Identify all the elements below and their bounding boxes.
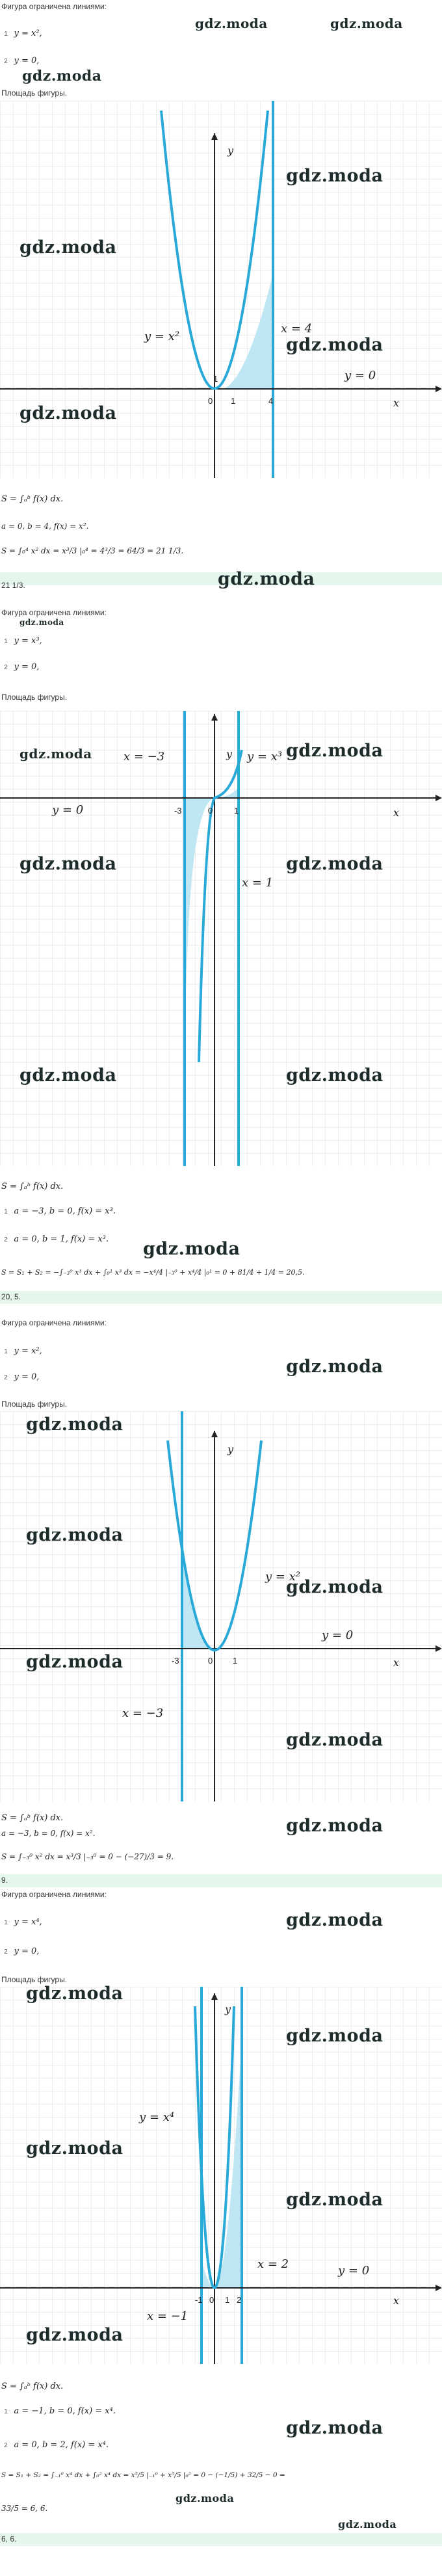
watermark: gdz.moda — [20, 237, 117, 258]
line-right-label: x = 2 — [257, 2257, 289, 2271]
x-axis-label: x — [393, 397, 400, 409]
task4-formula-3: S = S₁ + S₂ = ∫₋₁⁰ x⁴ dx + ∫₀² x⁴ dx = x⁵/5 |₋₁⁰ + x⁵/5 |₀² = 0 − (−1/5) + 32/5 − 0 = — [1, 2471, 285, 2479]
watermark: gdz.moda — [286, 1910, 384, 1930]
item-equation: y = 0, — [14, 1372, 40, 1382]
y-axis-label: y — [225, 2003, 231, 2015]
task2-formula-1: S = ∫ₐᵇ f(x) dx. — [1, 1182, 64, 1191]
item-number: 2 — [4, 2442, 8, 2449]
item-number: 2 — [4, 58, 8, 65]
item-equation: a = −3, b = 0, f(x) = x³. — [14, 1206, 116, 1216]
watermark: gdz.moda — [26, 1414, 124, 1435]
watermark: gdz.moda — [26, 1984, 124, 2004]
watermark: gdz.moda — [26, 2325, 124, 2345]
task2-graph — [0, 711, 442, 1166]
task4-formula-1: S = ∫ₐᵇ f(x) dx. — [1, 2382, 64, 2391]
line-label: x = 4 — [281, 322, 313, 336]
task4-subitem-2 — [0, 2440, 109, 2450]
item-number: 1 — [4, 1348, 8, 1355]
task2-area-label: Площадь фигуры. — [1, 693, 68, 702]
item-number: 2 — [4, 664, 8, 671]
item-number: 1 — [4, 1208, 8, 1215]
tick-label: 1 — [233, 1656, 238, 1666]
zero-line-label: y = 0 — [322, 1628, 354, 1642]
item-number: 1 — [4, 638, 8, 645]
watermark: gdz.moda — [286, 2418, 384, 2438]
tick-label: -3 — [172, 1656, 179, 1666]
watermark: gdz.moda — [286, 1065, 384, 1085]
item-equation: y = x³, — [14, 636, 42, 646]
task2-answer-band — [0, 1291, 442, 1304]
tick-label: 0 — [208, 396, 213, 406]
item-equation: a = 0, b = 1, f(x) = x³. — [14, 1234, 109, 1244]
tick-label: 1 — [231, 396, 236, 406]
task3-area-label: Площадь фигуры. — [1, 1400, 68, 1409]
tick-label: 2 — [237, 2295, 242, 2305]
tick-label: 0 — [208, 1656, 213, 1666]
task2-answer: 20, 5. — [1, 1292, 21, 1301]
task4-answer-band — [0, 2533, 442, 2546]
task1-item-1 — [0, 29, 42, 38]
y-axis-label: y — [226, 748, 233, 760]
watermark: gdz.moda — [286, 2190, 384, 2210]
watermark: gdz.moda — [286, 741, 384, 761]
item-number: 2 — [4, 1948, 8, 1956]
watermark: gdz.moda — [286, 1577, 384, 1597]
task3-graph — [0, 1411, 442, 1801]
task3-answer-band — [0, 1874, 442, 1887]
tick-label: -3 — [174, 806, 182, 816]
watermark: gdz.moda — [22, 68, 102, 85]
tick-label: 1 — [213, 374, 218, 384]
y-axis-label: y — [228, 144, 234, 157]
line-label: x = −3 — [122, 1706, 164, 1720]
watermark: gdz.moda — [20, 854, 117, 874]
task2-subitem-2 — [0, 1234, 109, 1244]
x-axis-label: x — [393, 2294, 400, 2307]
item-equation: y = x², — [14, 29, 42, 38]
task2-item-2 — [0, 662, 39, 672]
line-left-label: x = −3 — [124, 750, 165, 764]
task4-area-label: Площадь фигуры. — [1, 1975, 68, 1984]
task3-item-1 — [0, 1346, 42, 1356]
task1-area-label: Площадь фигуры. — [1, 88, 68, 98]
task2-subitem-1 — [0, 1206, 116, 1216]
zero-line-label: y = 0 — [338, 2264, 370, 2277]
watermark: gdz.moda — [330, 16, 403, 31]
watermark: gdz.moda — [20, 1065, 117, 1085]
task1-item-2 — [0, 56, 39, 66]
curve-label: y = x² — [144, 330, 180, 343]
watermark: gdz.moda — [286, 166, 384, 186]
tick-label: 1 — [234, 806, 239, 816]
curve-label: y = x² — [265, 1570, 301, 1584]
tick-label: 1 — [225, 2295, 230, 2305]
item-number: 1 — [4, 1919, 8, 1926]
task3-answer: 9. — [1, 1876, 8, 1885]
task4-item-1 — [0, 1917, 42, 1927]
task1-formula-1: S = ∫ₐᵇ f(x) dx. — [1, 494, 64, 504]
item-equation: y = x⁴, — [14, 1917, 42, 1927]
watermark: gdz.moda — [286, 854, 384, 874]
watermark: gdz.moda — [286, 1816, 384, 1836]
task1-answer: 21 1/3. — [1, 581, 25, 590]
item-number: 2 — [4, 1236, 8, 1243]
watermark: gdz.moda — [20, 618, 64, 627]
tick-label: -1 — [195, 2295, 203, 2305]
curve-label: y = x⁴ — [139, 2110, 175, 2124]
line-left-label: x = −1 — [147, 2309, 188, 2323]
task3-formula-1: S = ∫ₐᵇ f(x) dx. — [1, 1813, 64, 1823]
task2-formula-3: S = S₁ + S₂ = −∫₋₃⁰ x³ dx + ∫₀¹ x³ dx = −x⁴/4 |₋₃⁰ + x⁴/4 |₀¹ = 0 + 81/4 + 1/4 = 20,5. — [1, 1268, 305, 1277]
task4-subitem-1 — [0, 2406, 116, 2416]
tick-label: 4 — [268, 396, 274, 406]
task1-heading: Фигура ограничена линиями: — [1, 2, 107, 11]
watermark: gdz.moda — [218, 569, 315, 589]
tick-label: 0 — [209, 2295, 214, 2305]
task1-graph — [0, 101, 442, 478]
watermark: gdz.moda — [20, 403, 117, 423]
watermark: gdz.moda — [20, 746, 92, 762]
watermark: gdz.moda — [286, 1730, 384, 1750]
task1-formula-3: S = ∫₀⁴ x² dx = x³/3 |₀⁴ = 4³/3 = 64/3 = 21 1/3. — [1, 546, 184, 555]
watermark: gdz.moda — [286, 2026, 384, 2046]
watermark: gdz.moda — [286, 335, 384, 355]
curve-label: y = x³ — [247, 750, 283, 764]
x-axis-label: x — [393, 1656, 400, 1669]
task4-item-2 — [0, 1946, 39, 1956]
watermark: gdz.moda — [195, 16, 268, 31]
item-equation: a = −1, b = 0, f(x) = x⁴. — [14, 2406, 116, 2416]
task4-formula-4: 33/5 = 6, 6. — [1, 2504, 48, 2513]
zero-line-label: y = 0 — [52, 803, 84, 817]
watermark: gdz.moda — [26, 1652, 124, 1672]
task2-item-1 — [0, 636, 42, 646]
item-equation: y = 0, — [14, 662, 40, 672]
watermark: gdz.moda — [338, 2518, 397, 2530]
item-number: 1 — [4, 2408, 8, 2415]
task3-item-2 — [0, 1372, 39, 1382]
task4-graph — [0, 1984, 442, 2364]
item-number: 2 — [4, 1374, 8, 1381]
task4-answer: 6, 6. — [1, 2534, 17, 2543]
x-axis-label: x — [393, 806, 400, 819]
item-number: 1 — [4, 31, 8, 38]
line-right-label: x = 1 — [242, 876, 274, 890]
tick-label: 0 — [208, 806, 213, 816]
item-equation: y = x², — [14, 1346, 42, 1356]
watermark: gdz.moda — [26, 1525, 124, 1545]
item-equation: y = 0, — [14, 56, 40, 66]
watermark: gdz.moda — [176, 2492, 235, 2504]
watermark: gdz.moda — [26, 2138, 124, 2158]
task2-heading: Фигура ограничена линиями: — [1, 608, 107, 617]
task4-heading: Фигура ограничена линиями: — [1, 1890, 107, 1899]
task1-formula-2: a = 0, b = 4, f(x) = x². — [1, 522, 89, 531]
item-equation: a = 0, b = 2, f(x) = x⁴. — [14, 2440, 109, 2450]
task3-heading: Фигура ограничена линиями: — [1, 1318, 107, 1327]
watermark: gdz.moda — [143, 1239, 240, 1259]
item-equation: y = 0, — [14, 1946, 40, 1956]
zero-line-label: y = 0 — [344, 369, 376, 382]
y-axis-label: y — [228, 1443, 234, 1455]
task3-formula-2: a = −3, b = 0, f(x) = x². — [1, 1829, 96, 1838]
watermark: gdz.moda — [286, 1357, 384, 1377]
task3-formula-3: S = ∫₋₃⁰ x² dx = x³/3 |₋₃⁰ = 0 − (−27)/3 = 9. — [1, 1852, 174, 1861]
